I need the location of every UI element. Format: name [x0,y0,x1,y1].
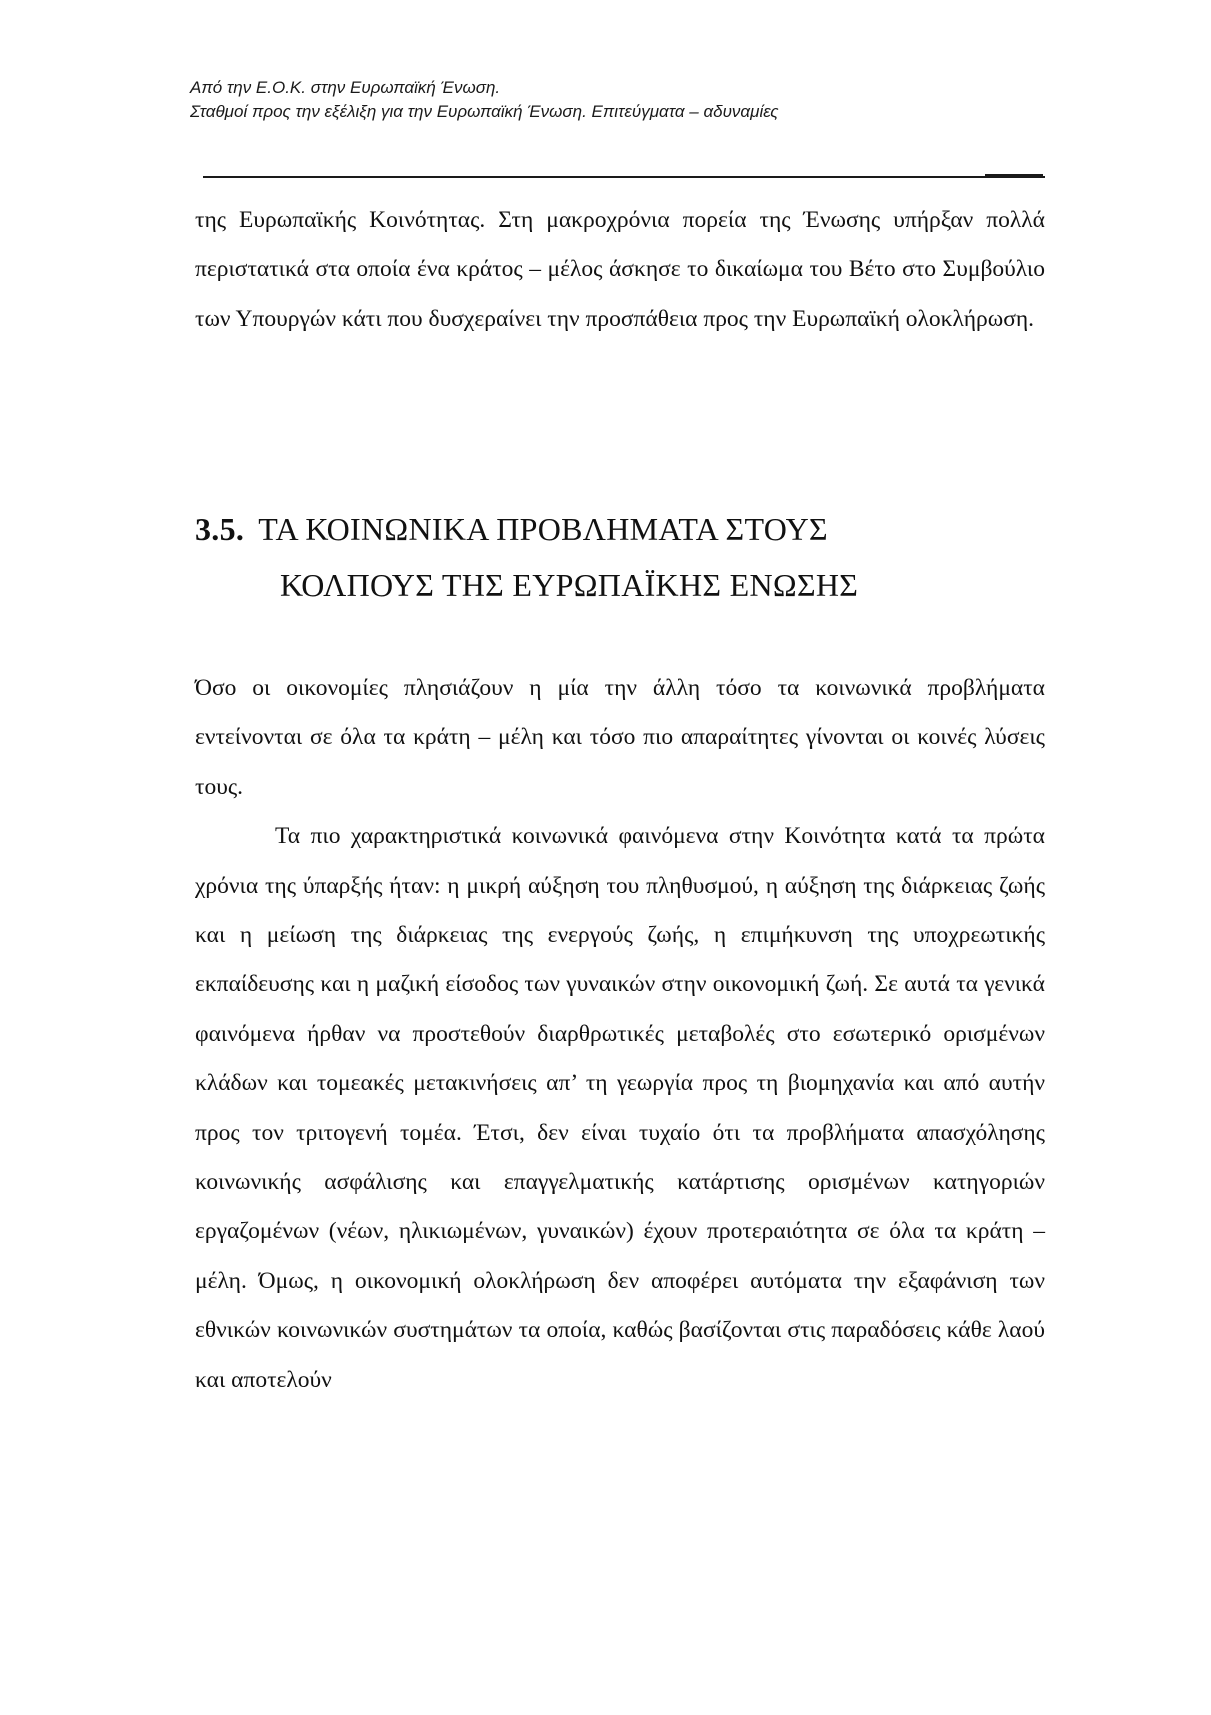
section-title-line-1: ΤΑ ΚΟΙΝΩΝΙΚΑ ΠΡΟΒΛΗΜΑΤΑ ΣΤΟΥΣ [258,511,828,547]
continued-text-block [195,196,1045,344]
section-body [195,664,1045,1405]
running-header [190,76,1070,124]
body-paragraph-1: Όσο οι οικονομίες πλησιάζουν η μία την άλλη τόσο τα κοινωνικά προβλήματα εντείνονται σε όλα τα κράτη – μέλη και τόσο πιο απαραίτητες γίνονται οι κοινές λύσεις τους. [195,675,1045,800]
header-divider-mark [985,174,1043,178]
body-paragraph-2: Τα πιο χαρακτηριστικά κοινωνικά φαινόμενα στην Κοινότητα κατά τα πρώτα χρόνια της ύπαρξής ήταν: η μικρή αύξηση του πληθυσμού, η αύξηση της διάρκειας ζωής και η μείωση της διάρκειας της ενεργούς ζωής, η επιμήκυνση της υποχρεωτικής εκπαίδευσης και η μαζική είσοδος των γυναικών στην οικονομική ζωή. Σε αυτά τα γενικά φαινόμενα ήρθαν να προστεθούν διαρθρωτικές μεταβολές στο εσωτερικό ορισμένων κλάδων και τομεακές μετακινήσεις απ’ τη γεωργία προς τη βιομηχανία και από αυτήν προς τον τριτογενή τομέα. Έτσι, δεν είναι τυχαίο ότι τα προβλήματα απασχόλησης κοινωνικής ασφάλισης και επαγγελματικής κατάρτισης ορισμένων κατηγοριών εργαζομένων (νέων, ηλικιωμένων, γυναικών) έχουν προτεραιότητα σε όλα τα κράτη – μέλη. Όμως, η οικονομική ολοκλήρωση δεν αποφέρει αυτόματα την εξαφάνιση των εθνικών κοινωνικών συστημάτων τα οποία, καθώς βασίζονται στις παραδόσεις κάθε λαού και αποτελούν [195,823,1045,1393]
continued-paragraph: της Ευρωπαϊκής Κοινότητας. Στη μακροχρόνια πορεία της Ένωσης υπήρξαν πολλά περιστατικά στα οποία ένα κράτος – μέλος άσκησε το δικαίωμα του Βέτο στο Συμβούλιο των Υπουργών κάτι που δυσχεραίνει την προσπάθεια προς την Ευρωπαϊκή ολοκλήρωση. [195,207,1045,332]
running-header-line-2: Σταθμοί προς την εξέλιξη για την Ευρωπαϊκή Ένωση. Επιτεύγματα – αδυναμίες [190,102,779,121]
header-divider [203,176,1045,178]
section-heading [195,501,1055,613]
section-number: 3.5. [195,511,245,547]
section-title-line-2: ΚΟΛΠΟΥΣ ΤΗΣ ΕΥΡΩΠΑΪΚΗΣ ΕΝΩΣΗΣ [280,567,859,603]
running-header-line-1: Από την Ε.Ο.Κ. στην Ευρωπαϊκή Ένωση. [190,78,501,97]
